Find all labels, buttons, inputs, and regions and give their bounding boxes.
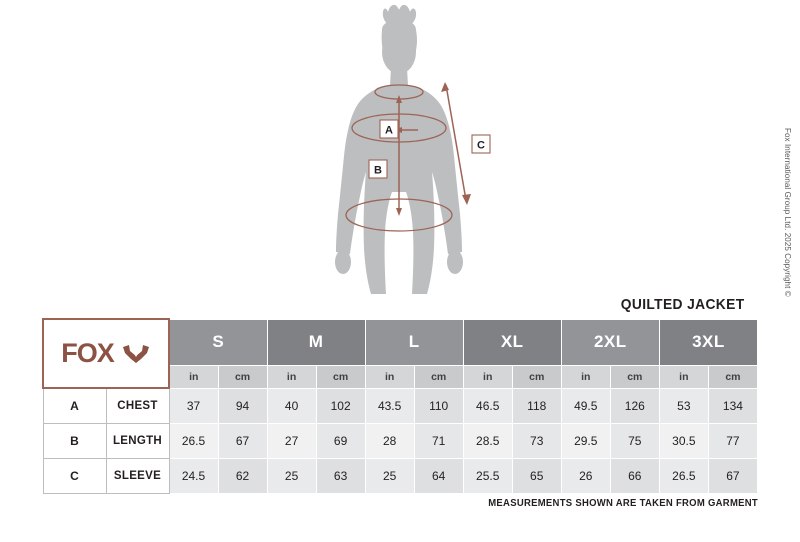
unit-header-s-cm: cm <box>218 365 267 388</box>
cell-chest-2xl-in: 49.5 <box>561 388 610 424</box>
table-row <box>43 388 758 424</box>
row-name-length: LENGTH <box>106 424 169 459</box>
cell-sleeve-2xl-in: 26 <box>561 459 610 494</box>
cell-length-m-cm: 69 <box>316 424 365 459</box>
unit-header-m-cm: cm <box>316 365 365 388</box>
size-header-2xl: 2XL <box>561 319 659 365</box>
row-key-c: C <box>43 459 106 494</box>
unit-header-m-in: in <box>267 365 316 388</box>
cell-length-xl-cm: 73 <box>512 424 561 459</box>
row-name-chest: CHEST <box>106 388 169 424</box>
cell-length-s-in: 26.5 <box>169 424 218 459</box>
cell-sleeve-l-cm: 64 <box>414 459 463 494</box>
cell-length-l-cm: 71 <box>414 424 463 459</box>
copyright-notice: Fox International Group Ltd. 2025 Copyright © <box>783 128 792 297</box>
cell-length-s-cm: 67 <box>218 424 267 459</box>
cell-sleeve-m-in: 25 <box>267 459 316 494</box>
size-header-xl: XL <box>463 319 561 365</box>
size-header-l: L <box>365 319 463 365</box>
row-key-a: A <box>43 388 106 424</box>
unit-header-l-cm: cm <box>414 365 463 388</box>
page-title: QUILTED JACKET <box>620 296 744 313</box>
cell-length-m-in: 27 <box>267 424 316 459</box>
cell-chest-xl-cm: 118 <box>512 388 561 424</box>
marker-b-label: B <box>374 164 382 177</box>
row-key-b: B <box>43 424 106 459</box>
size-header-s: S <box>169 319 267 365</box>
table-header-sizes <box>43 319 758 365</box>
marker-c-label: C <box>477 139 485 152</box>
cell-chest-m-cm: 102 <box>316 388 365 424</box>
unit-header-3xl-cm: cm <box>708 365 757 388</box>
fox-head-icon <box>121 344 151 364</box>
size-header-m: M <box>267 319 365 365</box>
cell-sleeve-3xl-cm: 67 <box>708 459 757 494</box>
measurement-footnote: MEASUREMENTS SHOWN ARE TAKEN FROM GARMENT <box>488 498 758 509</box>
size-chart-table <box>42 318 758 494</box>
brand-wordmark: FOX <box>61 338 114 368</box>
cell-sleeve-2xl-cm: 66 <box>610 459 659 494</box>
unit-header-xl-cm: cm <box>512 365 561 388</box>
unit-header-3xl-in: in <box>659 365 708 388</box>
unit-header-s-in: in <box>169 365 218 388</box>
row-name-sleeve: SLEEVE <box>106 459 169 494</box>
unit-header-2xl-cm: cm <box>610 365 659 388</box>
table-row <box>43 459 758 494</box>
brand-logo-cell <box>43 319 169 388</box>
cell-length-3xl-cm: 77 <box>708 424 757 459</box>
cell-chest-s-cm: 94 <box>218 388 267 424</box>
cell-chest-l-in: 43.5 <box>365 388 414 424</box>
cell-sleeve-3xl-in: 26.5 <box>659 459 708 494</box>
size-header-3xl: 3XL <box>659 319 757 365</box>
unit-header-l-in: in <box>365 365 414 388</box>
cell-sleeve-s-cm: 62 <box>218 459 267 494</box>
cell-length-l-in: 28 <box>365 424 414 459</box>
unit-header-2xl-in: in <box>561 365 610 388</box>
cell-chest-s-in: 37 <box>169 388 218 424</box>
cell-length-3xl-in: 30.5 <box>659 424 708 459</box>
cell-chest-m-in: 40 <box>267 388 316 424</box>
cell-sleeve-l-in: 25 <box>365 459 414 494</box>
cell-chest-3xl-in: 53 <box>659 388 708 424</box>
cell-chest-xl-in: 46.5 <box>463 388 512 424</box>
unit-header-xl-in: in <box>463 365 512 388</box>
marker-a-label: A <box>385 124 393 137</box>
cell-sleeve-s-in: 24.5 <box>169 459 218 494</box>
cell-chest-l-cm: 110 <box>414 388 463 424</box>
cell-chest-2xl-cm: 126 <box>610 388 659 424</box>
cell-sleeve-m-cm: 63 <box>316 459 365 494</box>
female-torso-diagram <box>250 0 550 310</box>
cell-length-2xl-in: 29.5 <box>561 424 610 459</box>
cell-chest-3xl-cm: 134 <box>708 388 757 424</box>
cell-length-2xl-cm: 75 <box>610 424 659 459</box>
cell-length-xl-in: 28.5 <box>463 424 512 459</box>
cell-sleeve-xl-cm: 65 <box>512 459 561 494</box>
table-row <box>43 424 758 459</box>
cell-sleeve-xl-in: 25.5 <box>463 459 512 494</box>
